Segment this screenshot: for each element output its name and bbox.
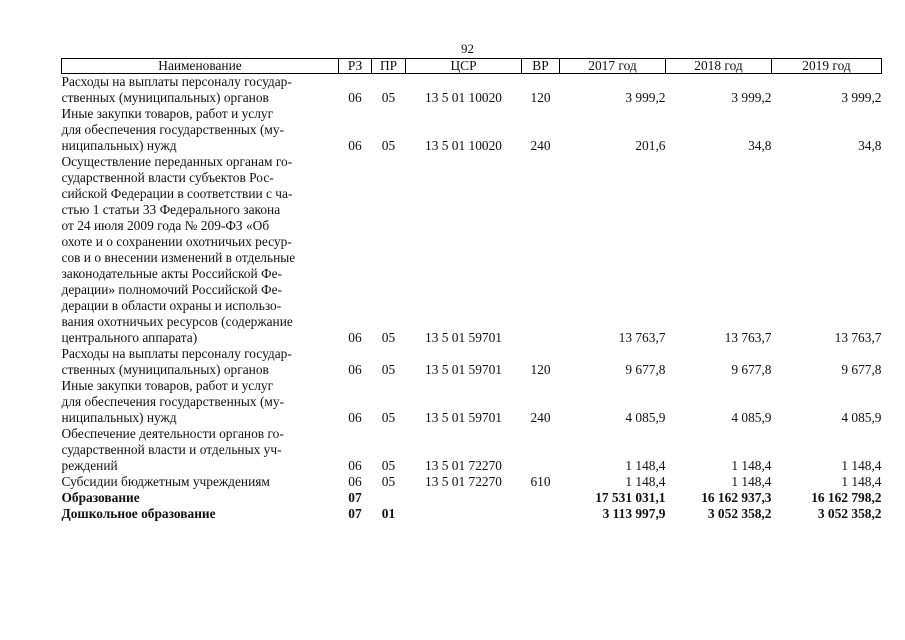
row-pr: 05 <box>381 474 396 489</box>
row-vr: 610 <box>530 474 551 489</box>
table-row <box>62 378 882 426</box>
row-pr: 05 <box>381 90 396 105</box>
row-value-2017: 1 148,4 <box>625 458 666 473</box>
row-pr: 05 <box>381 138 396 153</box>
row-rz: 06 <box>348 138 362 153</box>
table-row <box>62 74 882 107</box>
row-csr: 13 5 01 59701 <box>425 362 502 377</box>
budget-table <box>61 58 882 522</box>
row-value-2017: 4 085,9 <box>625 410 666 425</box>
row-rz: 07 <box>348 506 362 521</box>
header-vr: ВР <box>522 59 560 74</box>
header-csr: ЦСР <box>406 59 522 74</box>
row-value-2017: 201,6 <box>635 138 666 153</box>
row-value-2017: 1 148,4 <box>625 474 666 489</box>
row-value-2019: 1 148,4 <box>841 458 882 473</box>
row-vr: 120 <box>530 362 551 377</box>
table-row <box>62 426 882 474</box>
row-pr: 05 <box>381 362 396 377</box>
row-value-2019: 13 763,7 <box>834 330 882 345</box>
table-row <box>62 106 882 154</box>
row-csr: 13 5 01 72270 <box>425 458 502 473</box>
row-vr <box>522 506 560 522</box>
row-value-2017: 3 999,2 <box>625 90 666 105</box>
row-rz: 06 <box>348 410 362 425</box>
row-csr <box>406 490 522 506</box>
row-name: Расходы на выплаты персоналу государ- ственных (муниципальных) органов <box>61 346 292 377</box>
row-vr <box>522 154 560 346</box>
row-value-2018: 1 148,4 <box>731 458 772 473</box>
row-value-2019: 1 148,4 <box>841 474 882 489</box>
row-csr <box>406 506 522 522</box>
table-row <box>62 346 882 378</box>
row-pr: 05 <box>381 458 396 473</box>
row-value-2019: 3 999,2 <box>841 90 882 105</box>
row-csr: 13 5 01 10020 <box>425 138 502 153</box>
table-row <box>62 506 882 522</box>
row-csr: 13 5 01 72270 <box>425 474 502 489</box>
row-value-2017: 9 677,8 <box>625 362 666 377</box>
row-csr: 13 5 01 59701 <box>425 330 502 345</box>
row-value-2018: 4 085,9 <box>731 410 772 425</box>
header-name: Наименование <box>62 59 339 74</box>
row-value-2017: 17 531 031,1 <box>595 490 666 505</box>
table-row <box>62 474 882 490</box>
header-2017: 2017 год <box>560 59 666 74</box>
page-number: 92 <box>461 41 474 56</box>
table-row <box>62 154 882 346</box>
row-value-2019: 9 677,8 <box>841 362 882 377</box>
row-name: Субсидии бюджетным учреждениям <box>61 474 270 489</box>
row-csr: 13 5 01 59701 <box>425 410 502 425</box>
row-csr: 13 5 01 10020 <box>425 90 502 105</box>
row-vr <box>522 490 560 506</box>
row-name: Дошкольное образование <box>61 506 216 521</box>
row-rz: 06 <box>348 330 362 345</box>
table-header-row <box>62 59 882 74</box>
row-value-2018: 3 052 358,2 <box>707 506 772 521</box>
row-vr: 240 <box>530 410 551 425</box>
row-pr: 05 <box>381 410 396 425</box>
row-value-2017: 3 113 997,9 <box>602 506 666 521</box>
row-pr <box>372 490 406 506</box>
row-value-2019: 4 085,9 <box>841 410 882 425</box>
row-value-2018: 9 677,8 <box>731 362 772 377</box>
row-vr <box>522 426 560 474</box>
row-value-2017: 13 763,7 <box>618 330 666 345</box>
row-rz: 06 <box>348 362 362 377</box>
row-name: Осуществление переданных органам го- сударственной власти субъектов Рос- сийской Федерации в соответствии с ча- стью 1 статьи 33 Федерального закона от 24 июля 2009 года № 209-ФЗ «Об охоте и о сохранении охотничьих ресур- сов и о внесении изменений в отдельные законодательные акты Российской Фе- дерации» полномочий Российской Фе- дерации в области охраны и использо- вания охотничьих ресурсов (содержание центрального аппарата) <box>61 154 296 345</box>
row-value-2018: 34,8 <box>748 138 772 153</box>
row-vr: 120 <box>530 90 551 105</box>
header-2019: 2019 год <box>772 59 882 74</box>
row-rz: 06 <box>348 474 362 489</box>
row-name: Обеспечение деятельности органов го- сударственной власти и отдельных уч- реждений <box>61 426 284 473</box>
row-value-2018: 16 162 937,3 <box>701 490 772 505</box>
row-value-2018: 3 999,2 <box>731 90 772 105</box>
row-name: Иные закупки товаров, работ и услуг для обеспечения государственных (му- ниципальных) нужд <box>61 378 285 425</box>
row-value-2019: 16 162 798,2 <box>811 490 882 505</box>
row-name: Образование <box>61 490 140 505</box>
row-rz: 07 <box>348 490 362 505</box>
header-pr: ПР <box>372 59 406 74</box>
row-rz: 06 <box>348 90 362 105</box>
row-name: Иные закупки товаров, работ и услуг для обеспечения государственных (му- ниципальных) нужд <box>61 106 285 153</box>
row-vr: 240 <box>530 138 551 153</box>
row-value-2018: 1 148,4 <box>731 474 772 489</box>
row-value-2019: 34,8 <box>858 138 882 153</box>
header-2018: 2018 год <box>666 59 772 74</box>
row-name: Расходы на выплаты персоналу государ- ственных (муниципальных) органов <box>61 74 292 105</box>
row-rz: 06 <box>348 458 362 473</box>
row-value-2019: 3 052 358,2 <box>817 506 882 521</box>
header-rz: РЗ <box>339 59 372 74</box>
table-row <box>62 490 882 506</box>
row-pr: 01 <box>381 506 396 521</box>
row-pr: 05 <box>381 330 396 345</box>
row-value-2018: 13 763,7 <box>724 330 772 345</box>
